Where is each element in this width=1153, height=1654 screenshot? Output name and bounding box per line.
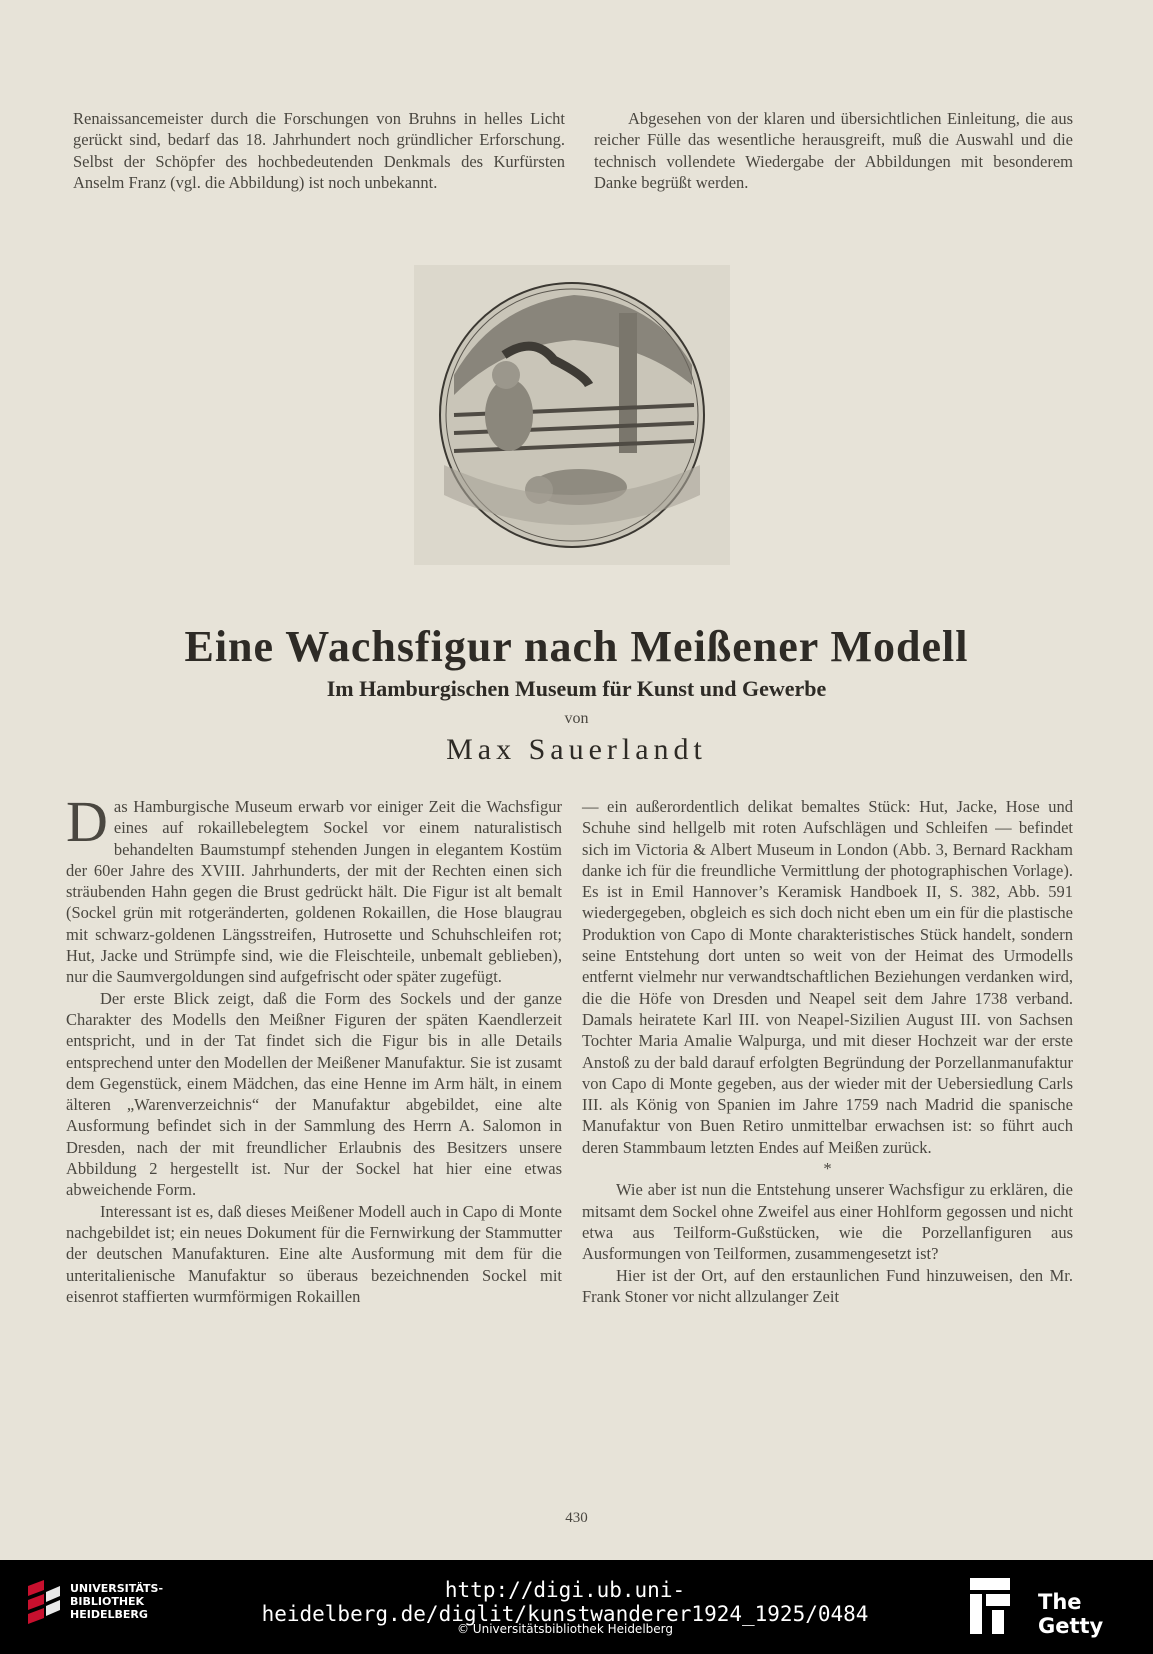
article-subtitle: Im Hamburgischen Museum für Kunst und Gewerbe	[326, 676, 827, 701]
body-right-column	[582, 796, 1073, 1307]
top-left-paragraph: Renaissancemeister durch die Forschungen von Bruhns in helles Licht gerückt sind, bedarf das 18. Jahrhundert noch gründlicher Erforschung. Selbst der Schöpfer des hochbedeutenden Denkmals des Kurfürsten Anselm Franz (vgl. die Abbildung) ist noch unbekannt.	[73, 109, 565, 192]
article-author: Max Sauerlandt	[446, 733, 707, 766]
body-paragraph-text: as Hamburgische Museum erwarb vor einiger Zeit die Wachsfigur eines auf rokaillebelegtem Sockel vor einem naturalistisch behandelten Baumstumpf stehenden Jungen in elegantem Kostüm der 60er Jahre des XVIII. Jahrhunderts, der mit der Rechten einen sich sträubenden Hahn gegen die Brust gedrückt hält. Die Figur ist alt bemalt (Sockel grün mit rotgeränderten, goldenen Rokaillen, die Hose blaugrau mit schwarz-goldenen Längsstreifen, Hutrosette und Schuhschleifen rot; Hut, Jacke und Strümpfe sind, wie die Fleischteile, unbemalt geblieben), nur die Saumvergoldungen sind aufgefrischt oder später zugefügt.	[66, 797, 562, 987]
getty-name: The Getty	[1038, 1590, 1104, 1638]
medallion-illustration	[414, 265, 730, 565]
university-library-name	[70, 1582, 163, 1621]
body-paragraph: Wie aber ist nun die Entstehung unserer Wachsfigur zu erklären, die mitsamt dem Sockel ohne Zweifel aus einer Hohlform gegossen und nicht etwa aus Teilform-Gußstücken, wie die Porzellanfiguren aus Ausformungen von Teilformen, zusammengesetzt ist?	[582, 1180, 1073, 1264]
article-title: Eine Wachsfigur nach Meißener Modell	[184, 622, 969, 671]
top-left-column	[73, 108, 565, 193]
copyright-notice: © Universitätsbibliothek Heidelberg	[456, 1622, 673, 1636]
permalink-url[interactable]: http://digi.ub.uni-heidelberg.de/diglit/kunstwanderer1924_1925/0484	[261, 1578, 869, 1626]
library-name-line: UNIVERSITÄTS-	[70, 1582, 164, 1595]
drop-cap: D	[66, 789, 108, 854]
getty-logo-icon	[968, 1576, 1012, 1636]
article-heading	[0, 622, 1153, 768]
byline-von: von	[564, 710, 589, 727]
body-paragraph: Der erste Blick zeigt, daß die Form des Sockels und der ganze Charakter des Modells den Meißner Figuren der späten Kaendlerzeit entspricht, und in der Tat findet sich die Figur bis in alle Details entsprechend unter den Modellen der Meißener Manufaktur. Sie ist zusamt dem Gegenstück, einem Mädchen, das eine Henne im Arm hält, in einem älteren „Warenverzeichnis“ der Manufaktur abgebildet, eine alte Ausformung befindet sich in der Sammlung des Herrn A. Salomon in Dresden, nach der mit freundlicher Erlaubnis des Besitzers unsere Abbildung 2 hergestellt ist. Nur der Sockel hat hier eine etwas abweichende Form.	[66, 988, 562, 1200]
library-name-line: HEIDELBERG	[70, 1608, 148, 1621]
body-paragraph: Hier ist der Ort, auf den erstaunlichen Fund hinzuweisen, den Mr. Frank Stoner vor nicht allzulanger Zeit	[582, 1265, 1073, 1306]
university-library-logo-icon	[24, 1578, 64, 1630]
section-divider-star: *	[823, 1159, 832, 1179]
body-paragraph: Interessant ist es, daß dieses Meißener Modell auch in Capo di Monte nachgebildet ist; ein neues Dokument für die Fernwirkung der Stammutter der deutschen Manufakturen. Eine alte Ausformung mit dem für die unteritalienische Manufaktur so überaus bezeichnenden Sockel mit eisenrot staffierten wurmförmigen Rokaillen	[66, 1201, 562, 1306]
library-name-line: BIBLIOTHEK	[70, 1595, 145, 1608]
page-number: 430	[565, 1510, 588, 1526]
engraving-medallion-illustration-icon	[414, 265, 730, 565]
body-left-column	[66, 789, 562, 1307]
top-right-paragraph: Abgesehen von der klaren und übersichtlichen Einleitung, die aus reicher Fülle das wesentliche herausgreift, muß die Auswahl und die technisch vollendete Wiedergabe der Abbildungen mit besonderem Danke begrüßt werden.	[594, 109, 1073, 192]
top-right-column	[594, 108, 1073, 193]
body-paragraph: — ein außerordentlich delikat bemaltes Stück: Hut, Jacke, Hose und Schuhe sind hellgelb mit roten Aufschlägen und Schleifen — befindet sich im Victoria & Albert Museum in London (Abb. 3, Bernard Rackham danke ich für die freundliche Vermittlung der photographischen Vorlage). Es ist in Emil Hannover’s Keramisk Handboek II, S. 382, Abb. 591 wiedergegeben, obgleich es sich doch nicht eben um ein für die plastische Produktion von Capo di Monte charakteristisches Stück handelt, sondern seine Entstehung dort unten so weit von der Heimat des Urmodells entfernt vielmehr nur verwandtschaftlichen Beziehungen verdanken wird, die die Höfe von Dresden und Neapel seit dem Jahre 1738 verband. Damals heiratete Karl III. von Neapel-Sizilien August III. von Sachsen Tochter Maria Amalie Walpurga, und mit dieser Hochzeit war der erste Anstoß zu der bald darauf erfolgten Begründung der Porzellanmanufaktur von Capo di Monte gegeben, aus der wieder mit der Uebersiedlung Carls III. als König von Spanien im Jahre 1759 nach Madrid die spanische Manufaktur von Buen Retiro unmittelbar erwachsen ist: so führt auch deren Stammbaum letzten Endes auf Meißen zurück.	[582, 797, 1073, 1157]
digitization-footer	[0, 1560, 1153, 1654]
body-paragraph	[66, 789, 562, 988]
